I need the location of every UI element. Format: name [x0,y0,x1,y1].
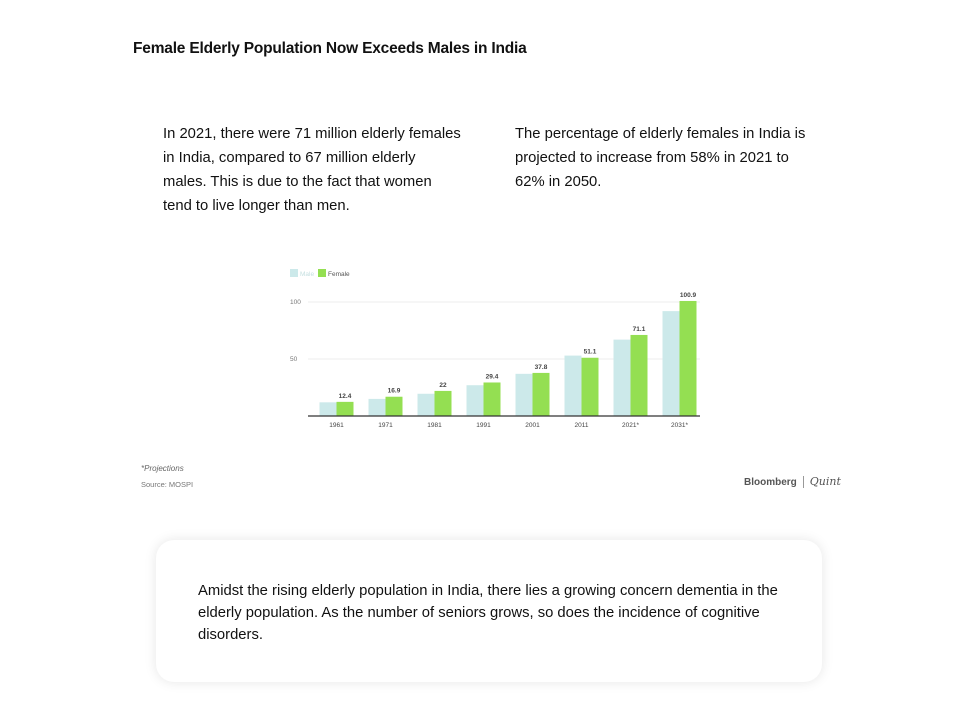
x-tick-label: 1961 [329,422,344,429]
bar-female-1971 [386,397,403,416]
bar-male-2001 [516,374,533,416]
bar-female-2021 [631,335,648,416]
data-label: 29.4 [485,373,499,381]
bar-male-2011 [565,356,582,416]
data-label: 12.4 [338,392,352,400]
bar-male-1981 [418,394,435,416]
data-label: 71.1 [632,325,646,333]
bar-female-1981 [435,391,452,416]
brand-bloomberg: Bloomberg [744,477,797,488]
y-tick-label: 100 [290,299,301,306]
y-tick-label: 50 [290,356,298,363]
brand-quint: Quint [809,475,841,488]
legend-swatch-female [318,269,326,277]
bar-male-1991 [467,385,484,416]
legend-label-male: Male [300,271,315,278]
x-tick-label: 2001 [525,422,540,429]
x-tick-label: 1971 [378,422,393,429]
x-tick-label: 2021* [622,422,639,429]
data-label: 37.8 [534,363,548,371]
projections-note: *Projections [141,464,184,473]
x-tick-label: 1991 [476,422,491,429]
x-tick-label: 2031* [671,422,688,429]
x-tick-label: 1981 [427,422,442,429]
bar-chart [280,260,710,435]
data-label: 22 [439,381,447,389]
bar-male-2031 [663,311,680,416]
data-label: 100.9 [679,291,697,299]
data-label: 51.1 [583,348,597,356]
x-tick-label: 2011 [574,422,589,429]
legend-swatch-male [290,269,298,277]
info-card [156,540,822,682]
legend-label-female: Female [328,271,350,278]
bar-female-1991 [484,382,501,416]
brand-divider [803,476,804,488]
bar-female-2031 [680,301,697,416]
bar-female-1961 [337,402,354,416]
page-title: Female Elderly Population Now Exceeds Males in India [133,40,527,57]
source-note: Source: MOSPI [141,480,194,489]
brand-logo [744,475,841,488]
bar-female-2001 [533,373,550,416]
info-card-text: Amidst the rising elderly population in India, there lies a growing concern dementia in the elderly population. As the number of seniors grows, so does the incidence of cognitive disorders. [198,583,778,643]
bar-female-2011 [582,358,599,416]
intro-left-text: In 2021, there were 71 million elderly females in India, compared to 67 million elderly males. This is due to the fact that women tend to live longer than men. [163,126,461,214]
bar-male-2021 [614,340,631,416]
intro-right-text: The percentage of elderly females in India is projected to increase from 58% in 2021 to 62% in 2050. [515,126,806,190]
data-label: 16.9 [387,387,401,395]
bar-male-1971 [369,399,386,416]
bar-male-1961 [320,402,337,416]
